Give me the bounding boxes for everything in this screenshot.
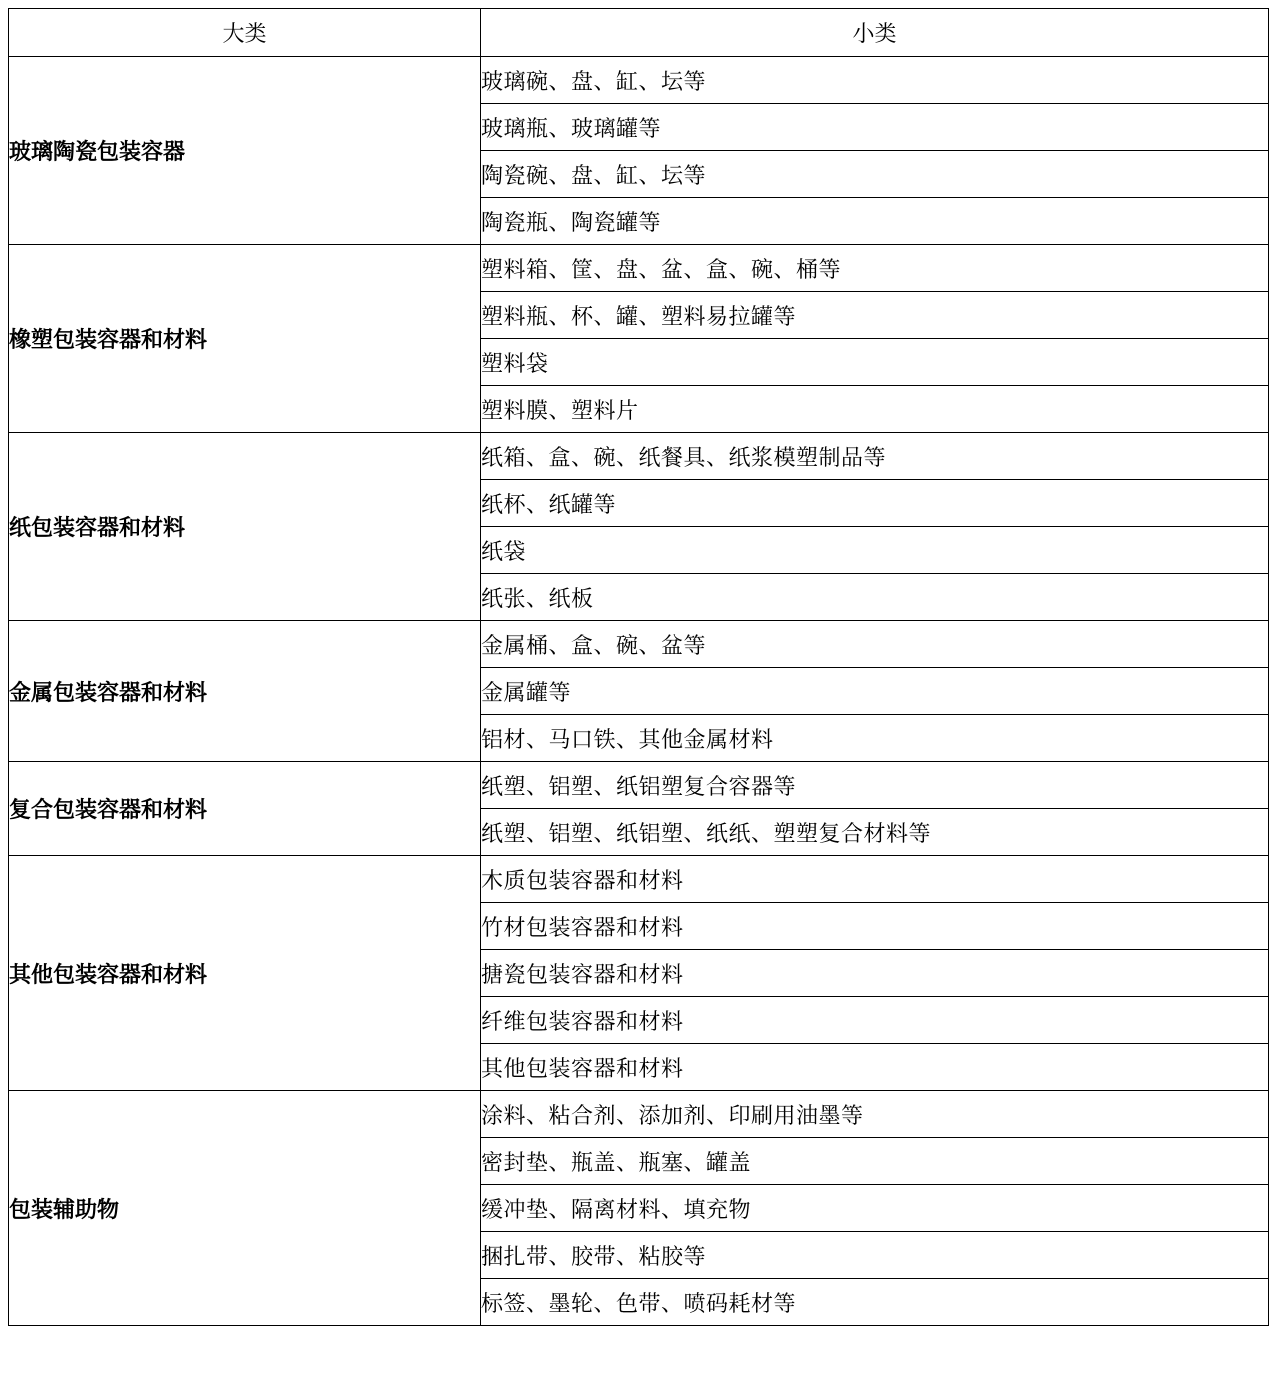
minor-category: 塑料瓶、杯、罐、塑料易拉罐等 xyxy=(481,292,1269,339)
table-row xyxy=(9,245,1269,292)
header-minor: 小类 xyxy=(481,9,1269,57)
minor-category: 塑料膜、塑料片 xyxy=(481,386,1269,433)
major-category: 复合包装容器和材料 xyxy=(9,762,481,856)
minor-category: 塑料箱、筐、盘、盆、盒、碗、桶等 xyxy=(481,245,1269,292)
table-row xyxy=(9,856,1269,903)
table-row xyxy=(9,57,1269,104)
table-row xyxy=(9,621,1269,668)
minor-category: 玻璃瓶、玻璃罐等 xyxy=(481,104,1269,151)
minor-category: 纤维包装容器和材料 xyxy=(481,997,1269,1044)
minor-category: 密封垫、瓶盖、瓶塞、罐盖 xyxy=(481,1138,1269,1185)
table-row xyxy=(9,1091,1269,1138)
minor-category: 铝材、马口铁、其他金属材料 xyxy=(481,715,1269,762)
minor-category: 金属桶、盒、碗、盆等 xyxy=(481,621,1269,668)
minor-category: 纸张、纸板 xyxy=(481,574,1269,621)
major-category: 其他包装容器和材料 xyxy=(9,856,481,1091)
minor-category: 纸杯、纸罐等 xyxy=(481,480,1269,527)
major-category: 橡塑包装容器和材料 xyxy=(9,245,481,433)
major-category: 金属包装容器和材料 xyxy=(9,621,481,762)
table-row xyxy=(9,433,1269,480)
header-major: 大类 xyxy=(9,9,481,57)
minor-category: 纸袋 xyxy=(481,527,1269,574)
minor-category: 陶瓷瓶、陶瓷罐等 xyxy=(481,198,1269,245)
table-row xyxy=(9,762,1269,809)
classification-table xyxy=(8,8,1269,1326)
minor-category: 缓冲垫、隔离材料、填充物 xyxy=(481,1185,1269,1232)
minor-category: 纸塑、铝塑、纸铝塑复合容器等 xyxy=(481,762,1269,809)
minor-category: 玻璃碗、盘、缸、坛等 xyxy=(481,57,1269,104)
minor-category: 涂料、粘合剂、添加剂、印刷用油墨等 xyxy=(481,1091,1269,1138)
minor-category: 木质包装容器和材料 xyxy=(481,856,1269,903)
minor-category: 纸塑、铝塑、纸铝塑、纸纸、塑塑复合材料等 xyxy=(481,809,1269,856)
major-category: 纸包装容器和材料 xyxy=(9,433,481,621)
minor-category: 捆扎带、胶带、粘胶等 xyxy=(481,1232,1269,1279)
major-category: 玻璃陶瓷包装容器 xyxy=(9,57,481,245)
major-category: 包装辅助物 xyxy=(9,1091,481,1326)
minor-category: 竹材包装容器和材料 xyxy=(481,903,1269,950)
minor-category: 搪瓷包装容器和材料 xyxy=(481,950,1269,997)
minor-category: 金属罐等 xyxy=(481,668,1269,715)
minor-category: 其他包装容器和材料 xyxy=(481,1044,1269,1091)
minor-category: 标签、墨轮、色带、喷码耗材等 xyxy=(481,1279,1269,1326)
header-row xyxy=(9,9,1269,57)
minor-category: 纸箱、盒、碗、纸餐具、纸浆模塑制品等 xyxy=(481,433,1269,480)
minor-category: 塑料袋 xyxy=(481,339,1269,386)
minor-category: 陶瓷碗、盘、缸、坛等 xyxy=(481,151,1269,198)
